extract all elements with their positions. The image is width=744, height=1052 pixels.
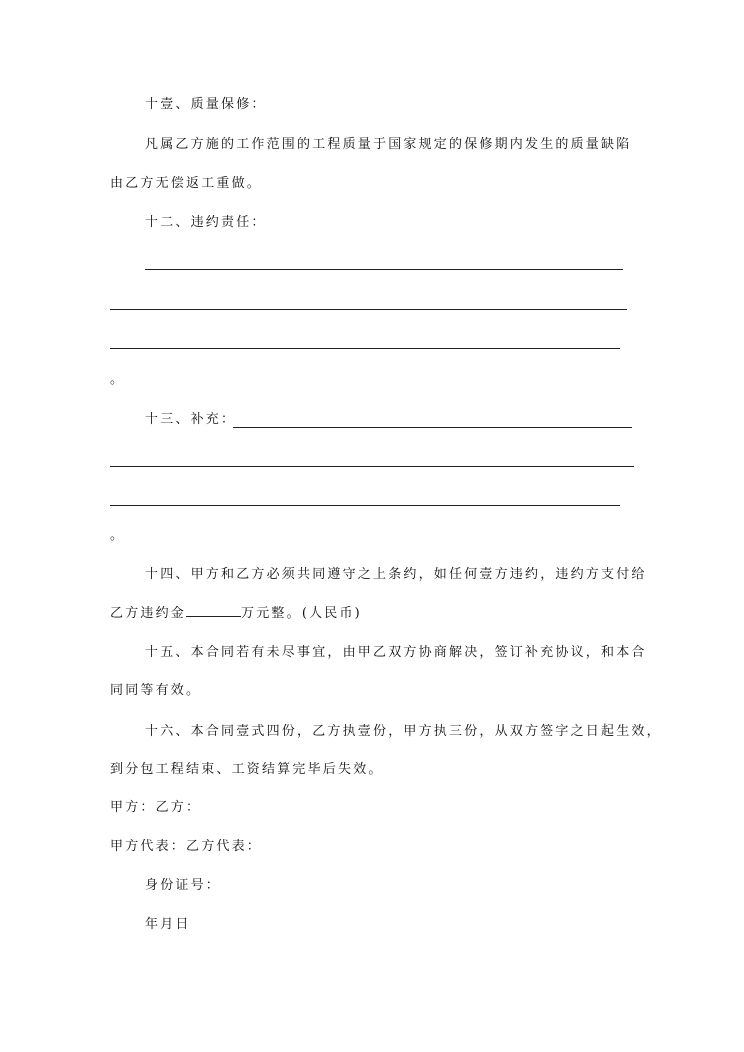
section-16-line1: 十六、本合同壹式四份，乙方执壹份，甲方执三份，从双方签字之日起生效， (145, 724, 662, 739)
section-15-line1: 十五、本合同若有未尽事宜，由甲乙双方协商解决，签订补充协议，和本合 (145, 645, 647, 660)
section-12-title: 十二、违约责任： (145, 215, 267, 230)
signature-date: 年月日 (145, 917, 191, 932)
signature-id-number: 身份证号： (145, 878, 222, 893)
section-13-end: 。 (110, 528, 126, 543)
signature-parties: 甲方：乙方： (110, 800, 202, 815)
blank-line (110, 309, 627, 310)
section-11-body-line2: 由乙方无偿返工重做。 (110, 176, 263, 191)
section-13-title: 十三、补充： (145, 412, 237, 427)
signature-representatives: 甲方代表：乙方代表： (110, 839, 263, 854)
blank-line (145, 269, 623, 270)
blank-line (110, 466, 634, 467)
section-12-end: 。 (110, 372, 126, 387)
section-11-body-line1: 凡属乙方施的工作范围的工程质量于国家规定的保修期内发生的质量缺陷 (145, 137, 632, 152)
blank-line (233, 427, 632, 428)
section-14-line2 (110, 604, 362, 623)
section-16-line2: 到分包工程结束、工资结算完毕后失效。 (110, 762, 384, 777)
section-15-line2: 同同等有效。 (110, 683, 202, 698)
section-11-title: 十壹、质量保修： (145, 97, 267, 112)
section-14-line1: 十四、甲方和乙方必须共同遵守之上条约，如任何壹方违约，违约方支付给 (145, 567, 647, 582)
blank-line (110, 505, 620, 506)
penalty-amount-blank (186, 604, 241, 617)
penalty-unit: 万元整。(人民币) (241, 606, 362, 621)
blank-line (110, 348, 620, 349)
penalty-label: 乙方违约金 (110, 606, 187, 621)
